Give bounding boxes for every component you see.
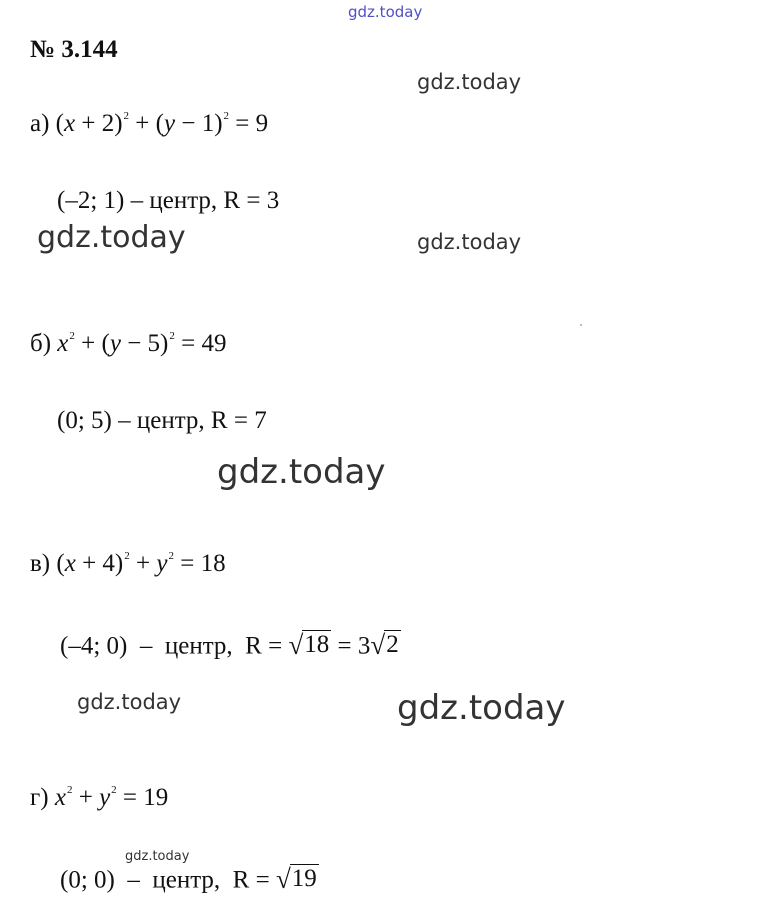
answer-a: (–2; 1) – центр, R = 3 <box>57 187 280 214</box>
equation-g <box>30 784 168 812</box>
answer-b: (0; 5) – центр, R = 7 <box>57 407 267 434</box>
speck <box>580 324 582 326</box>
item-label: г) <box>30 784 49 811</box>
problem-number: № 3.144 <box>30 36 118 63</box>
watermark: gdz.today <box>417 70 522 94</box>
item-label: а) <box>30 110 50 137</box>
equation-a <box>30 110 268 138</box>
equation: $(x + 2)^2 + (y - 1)^2 = 9$ <box>55 110 269 137</box>
watermark-top: gdz.today <box>348 3 423 21</box>
equation-v <box>30 550 226 578</box>
watermark: gdz.today <box>125 849 190 864</box>
watermark: gdz.today <box>77 690 182 714</box>
item-label: б) <box>30 330 52 357</box>
equation-b <box>30 330 227 358</box>
watermark: gdz.today <box>397 688 566 728</box>
equation: $(x + 4)^2 + y^2 = 18$ <box>56 550 226 577</box>
watermark: gdz.today <box>217 452 386 492</box>
item-label: в) <box>30 550 51 577</box>
answer-g: (0; 0) – центр, R = √ 19 <box>60 863 317 894</box>
watermark: gdz.today <box>37 220 186 255</box>
equation: $x^2 + (y - 5)^2 = 49$ <box>57 330 227 357</box>
watermark: gdz.today <box>417 230 522 254</box>
equation: $x^2 + y^2 = 19$ <box>54 784 169 811</box>
answer-v: (–4; 0) – центр, R = √ 18 = 3 √ 2 <box>60 629 399 660</box>
